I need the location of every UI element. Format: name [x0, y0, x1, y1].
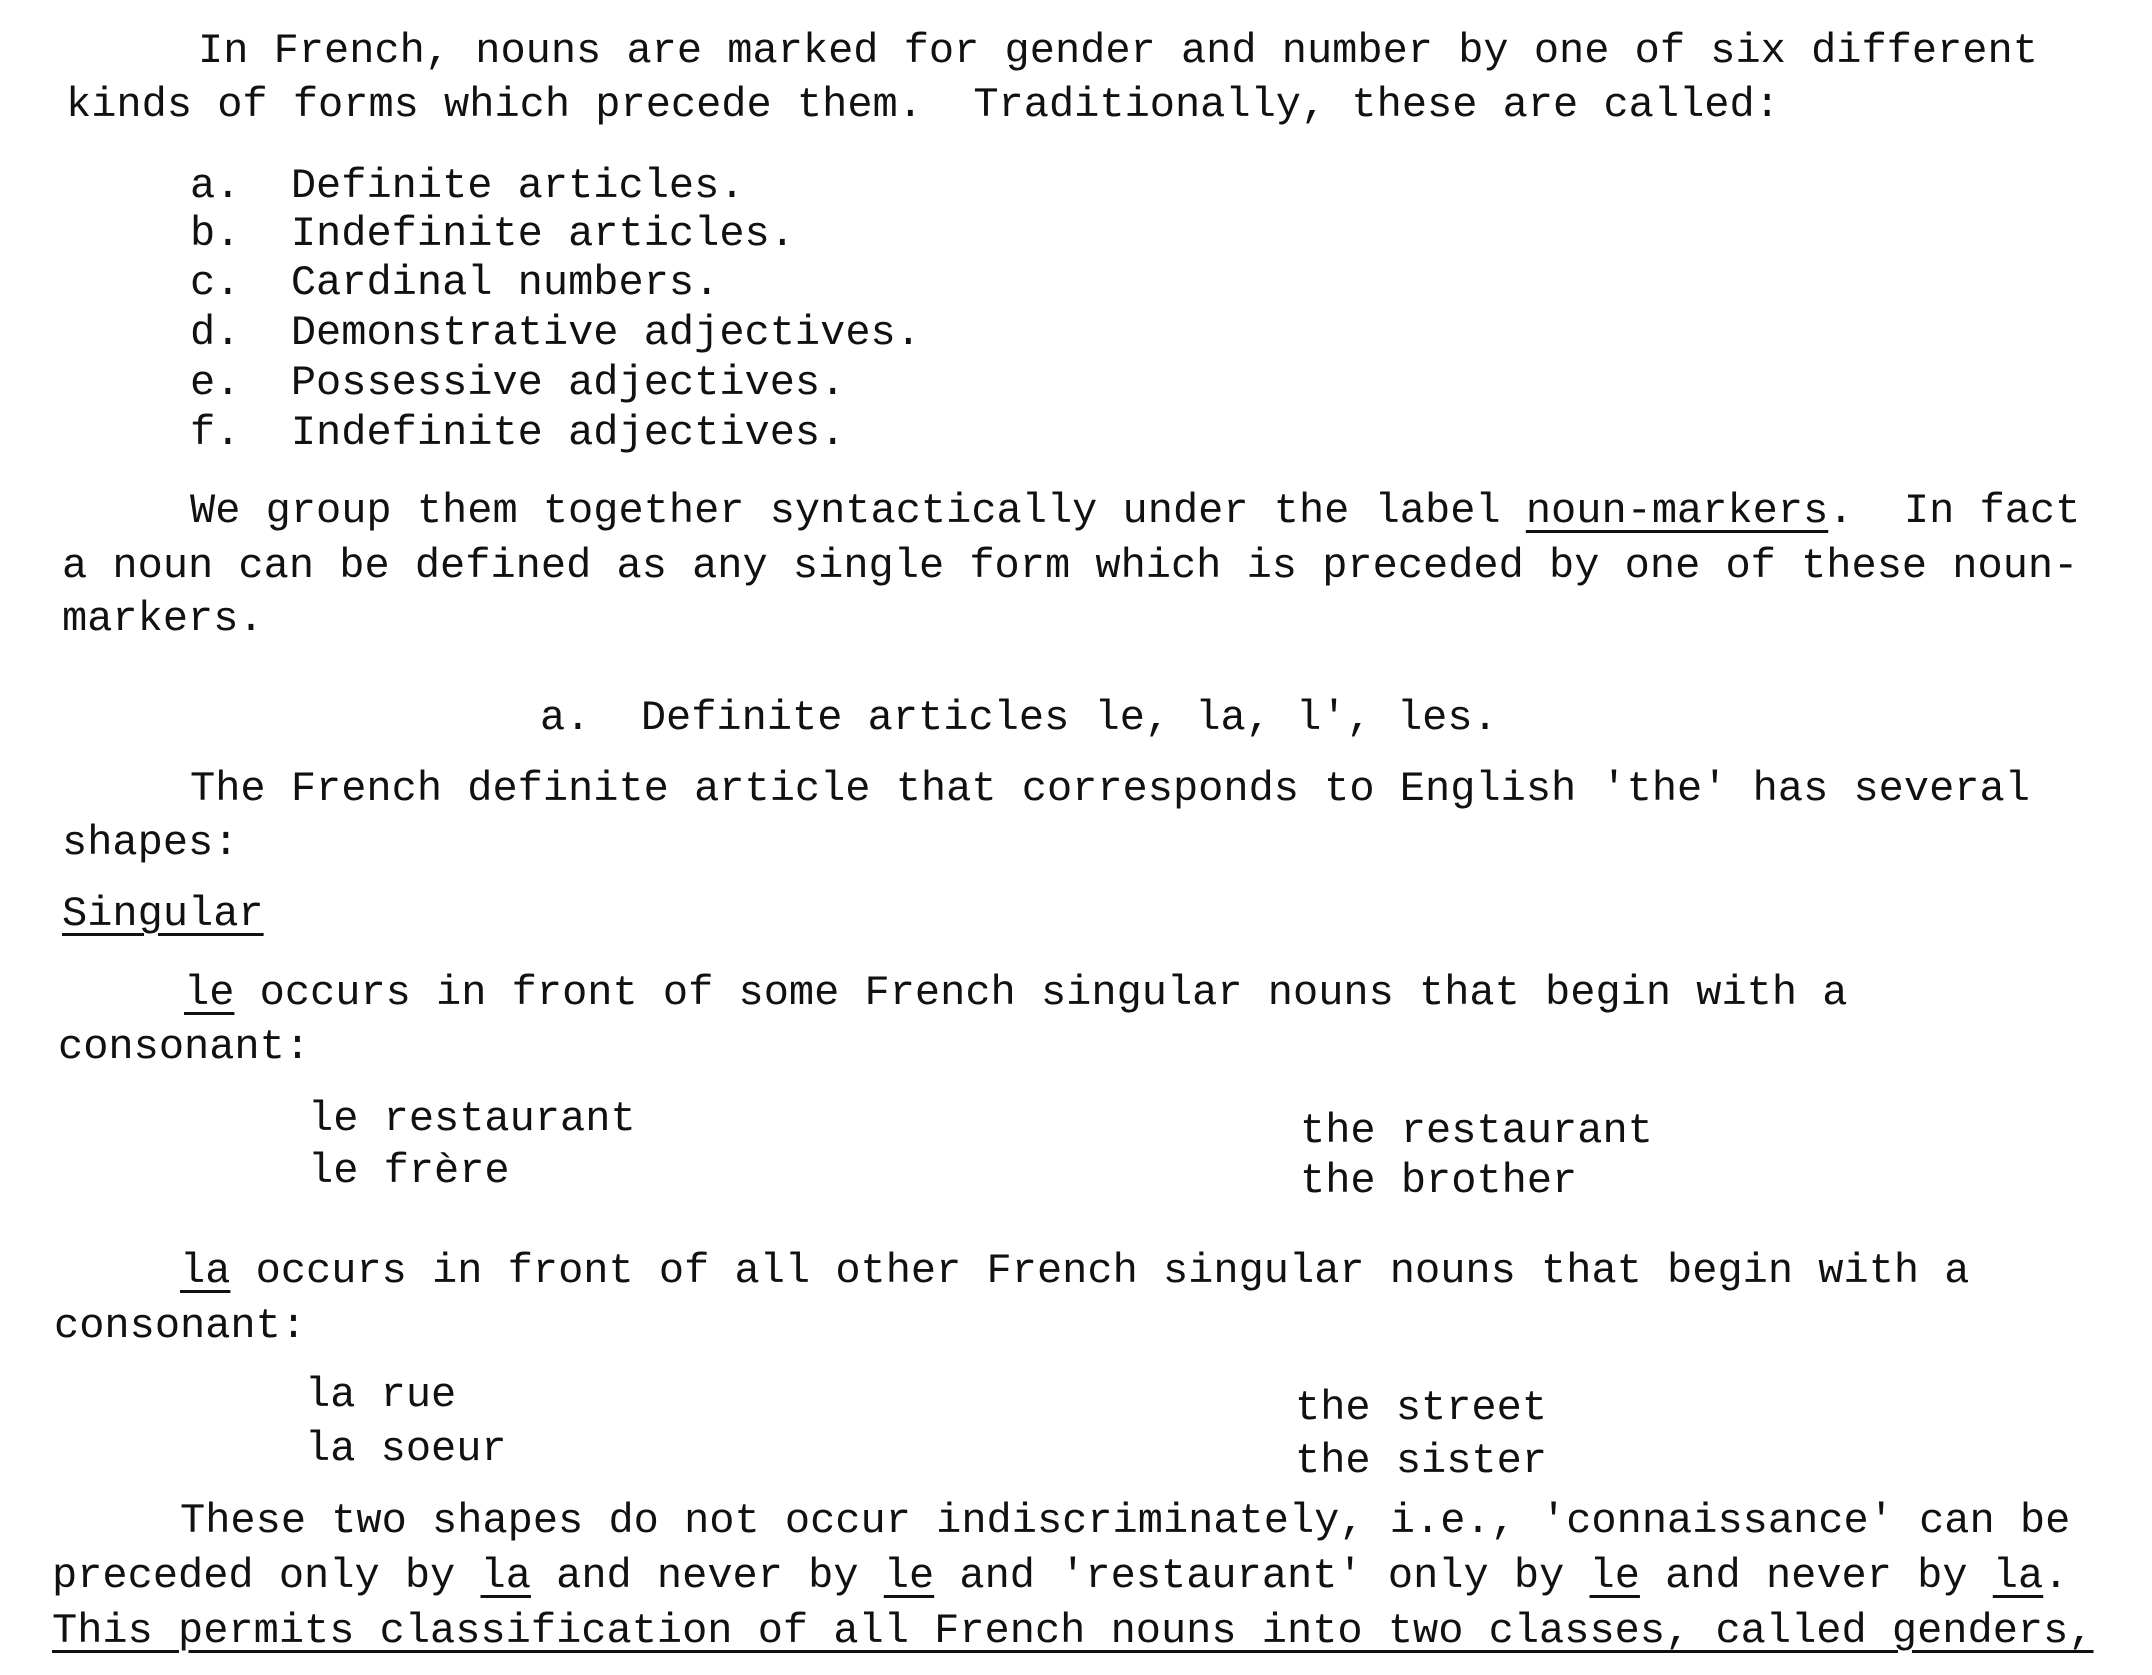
la-para-line-2: consonant: — [54, 1302, 307, 1350]
la-term: la — [480, 1552, 531, 1600]
example-english: the brother — [1300, 1157, 1578, 1205]
le-term: le — [184, 969, 235, 1017]
list-item — [190, 259, 720, 307]
noun-markers-term: noun-markers — [1525, 487, 1829, 535]
example-french: le frère — [308, 1147, 510, 1195]
final-para-text: . — [2043, 1552, 2069, 1600]
def-para-line-2: shapes: — [62, 819, 239, 867]
list-text: Cardinal numbers. — [290, 259, 720, 307]
group-para-line-2: a noun can be defined as any single form which is preceded by one of these noun- — [62, 542, 2079, 590]
la-para-text: occurs in front of all other French singular nouns that begin with a — [230, 1247, 1970, 1295]
list-letter: e. — [190, 359, 241, 407]
group-para-text: We group them together syntactically under the label — [190, 487, 1526, 535]
example-english: the restaurant — [1300, 1107, 1653, 1155]
final-para-text: and never by — [530, 1552, 884, 1600]
list-item — [190, 309, 921, 357]
final-para-line-2 — [52, 1552, 2069, 1600]
la-term: la — [180, 1247, 231, 1295]
group-para-line-3: markers. — [62, 595, 264, 643]
example-english: the sister — [1295, 1437, 1548, 1485]
example-english: the street — [1295, 1384, 1548, 1432]
final-para-text: preceded only by — [52, 1552, 481, 1600]
list-text: Indefinite adjectives. — [290, 409, 846, 457]
singular-heading: Singular — [62, 890, 264, 938]
section-heading: a. Definite articles le, la, l', les. — [540, 694, 1498, 742]
list-letter: a. — [190, 162, 241, 210]
final-para-text: and 'restaurant' only by — [934, 1552, 1590, 1600]
le-term: le — [883, 1552, 935, 1600]
le-para-line-1 — [184, 969, 1848, 1017]
list-letter: f. — [190, 409, 241, 457]
list-letter: c. — [190, 259, 241, 307]
list-item — [190, 162, 745, 210]
intro-line-1: In French, nouns are marked for gender and number by one of six different — [198, 27, 2038, 75]
le-term: le — [1589, 1552, 1640, 1600]
final-para-line-3: This permits classification of all French nouns into two classes, called genders, — [52, 1607, 2094, 1655]
group-para-line-1 — [190, 487, 2081, 535]
list-text: Possessive adjectives. — [290, 359, 846, 407]
example-french: la soeur — [305, 1425, 507, 1473]
list-item — [190, 210, 795, 258]
list-text: Definite articles. — [290, 162, 745, 210]
la-term: la — [1992, 1552, 2044, 1600]
list-item — [190, 359, 846, 407]
example-french: la rue — [305, 1371, 457, 1419]
final-para-text: and never by — [1639, 1552, 1993, 1600]
list-text: Indefinite articles. — [290, 210, 795, 258]
le-para-line-2: consonant: — [58, 1023, 311, 1071]
example-french: le restaurant — [308, 1095, 636, 1143]
intro-line-2: kinds of forms which precede them. Traditionally, these are called: — [66, 81, 1780, 129]
la-para-line-1 — [180, 1247, 1970, 1295]
final-para-line-1: These two shapes do not occur indiscriminately, i.e., 'connaissance' can be — [180, 1497, 2071, 1545]
le-para-text: occurs in front of some French singular nouns that begin with a — [234, 969, 1848, 1017]
list-letter: d. — [190, 309, 241, 357]
group-para-text: . In fact — [1828, 487, 2081, 535]
list-item — [190, 409, 846, 457]
list-letter: b. — [190, 210, 241, 258]
def-para-line-1: The French definite article that corresponds to English 'the' has several — [190, 765, 2030, 813]
list-text: Demonstrative adjectives. — [290, 309, 921, 357]
